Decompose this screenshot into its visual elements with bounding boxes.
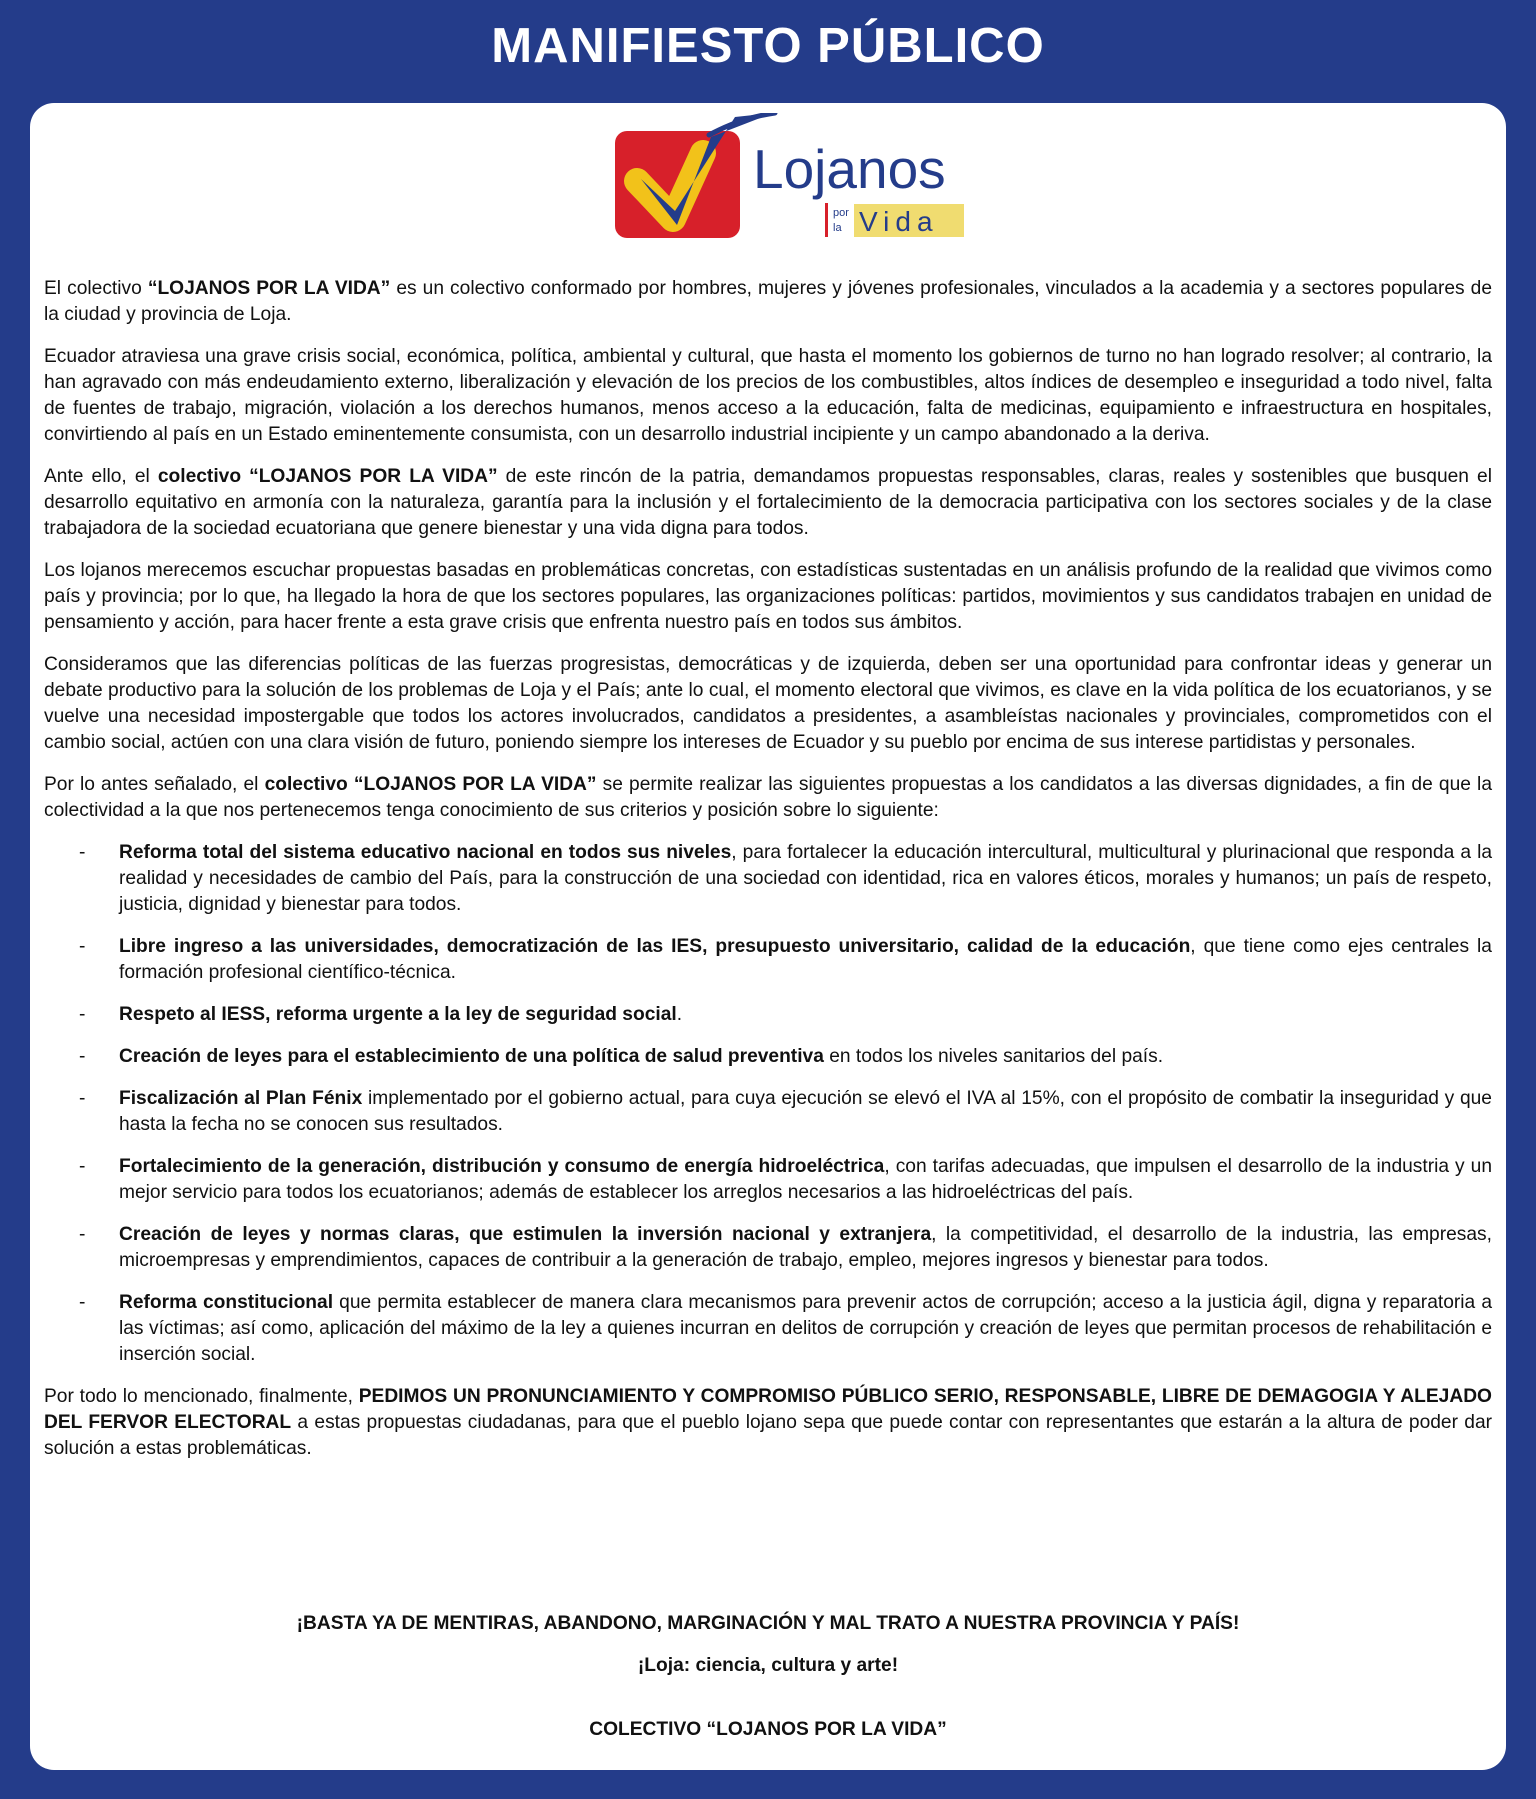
logo-sub-por: por xyxy=(833,207,849,219)
final-paragraph xyxy=(44,1384,1492,1462)
lojanos-logo xyxy=(585,113,995,248)
manifesto-body xyxy=(44,276,1492,1478)
closing-slogan: ¡BASTA YA DE MENTIRAS, ABANDONO, MARGINACIÓN Y MAL TRATO A NUESTRA PROVINCIA Y PAÍS! xyxy=(296,1613,1240,1634)
text-run: , que tiene como ejes centrales la formación profesional científico-técnica. xyxy=(119,936,1492,983)
bold-text: Libre ingreso a las universidades, democratización de las IES, presupuesto universitario, calidad de la educación xyxy=(119,936,1191,957)
bullet-dash: - xyxy=(79,1088,86,1109)
text-run: Consideramos que las diferencias políticas de las fuerzas progresistas, democráticas y de izquierda, deben ser una oportunidad para confrontar ideas y generar un debate productivo para la solución de los problemas de Loja y el País; ante lo cual, el momento electoral que vivimos, es clave en la vida política de los ecuatorianos, y se vuelve una necesidad impostergable que todos los actores involucrados, candidatos a presidentes, a asambleístas nacionales y provinciales, comprometidos con el cambio social, actúen con una clara visión de futuro, poniendo siempre los intereses de Ecuador y su pueblo por encima de sus interese partidistas y personales. xyxy=(44,654,1492,753)
intro-paragraphs xyxy=(44,276,1492,824)
proposal-item xyxy=(44,1002,1492,1028)
logo-sub-la: la xyxy=(833,222,842,234)
page-title: MANIFIESTO PÚBLICO xyxy=(491,19,1045,73)
bold-text: “LOJANOS POR LA VIDA” xyxy=(147,278,391,299)
proposal-item xyxy=(44,934,1492,986)
manifesto-card xyxy=(30,103,1506,1770)
bold-text: Respeto al IESS, reforma urgente a la ley de seguridad social xyxy=(119,1004,677,1025)
text-run: , la competitividad, el desarrollo de la industria, las empresas, microempresas y emprendimientos, capaces de contribuir a la generación de trabajo, empleo, mejores ingresos y bienestar para todos. xyxy=(119,1224,1492,1271)
paragraph xyxy=(44,344,1492,448)
logo-vida: Vida xyxy=(859,206,939,237)
bold-text: Fortalecimiento de la generación, distribución y consumo de energía hidroeléctrica xyxy=(119,1156,885,1177)
text-run: de este rincón de la patria, demandamos propuestas responsables, claras, reales y sostenibles que busquen el desarrollo equitativo en armonía con la naturaleza, garantía para la inclusión y el fortalecimiento de la democracia participativa con los sectores sociales y de la clase trabajadora de la sociedad ecuatoriana que genere bienestar y una vida digna para todos. xyxy=(44,466,1492,539)
text-run: El colectivo xyxy=(44,278,148,299)
bullet-dash: - xyxy=(79,1224,86,1245)
bold-text: Reforma constitucional xyxy=(119,1292,334,1313)
proposal-list xyxy=(44,840,1492,1368)
text-run: Ante ello, el xyxy=(44,466,158,487)
text-run: en todos los niveles sanitarios del país. xyxy=(823,1046,1164,1067)
bullet-dash: - xyxy=(79,936,86,957)
text-run: se permite realizar las siguientes propuestas a los candidatos a las diversas dignidades, a fin de que la colectividad a la que nos pertenecemos tenga conocimiento de sus criterios y posición sobre lo siguiente: xyxy=(44,774,1492,821)
bullet-dash: - xyxy=(79,1004,86,1025)
bullet-dash: - xyxy=(79,1156,86,1177)
signature: COLECTIVO “LOJANOS POR LA VIDA” xyxy=(589,1719,947,1740)
proposal-item xyxy=(44,840,1492,918)
paragraph xyxy=(44,772,1492,824)
proposal-item xyxy=(44,1290,1492,1368)
bold-text: Creación de leyes para el establecimiento de una política de salud preventiva xyxy=(119,1046,824,1067)
text-run: , para fortalecer la educación intercultural, multicultural y plurinacional que responda a la realidad y necesidades de cambio del País, para la construcción de una sociedad con identidad, rica en valores éticos, morales y humanos; un país de respeto, justicia, dignidad y bienestar para todos. xyxy=(119,842,1492,915)
proposal-item xyxy=(44,1086,1492,1138)
closing-motto: ¡Loja: ciencia, cultura y arte! xyxy=(637,1655,899,1676)
text-run: implementado por el gobierno actual, para cuya ejecución se elevó el IVA al 15%, con el propósito de combatir la inseguridad y que hasta la fecha no se conocen sus resultados. xyxy=(119,1088,1492,1135)
bold-text: colectivo “LOJANOS POR LA VIDA” xyxy=(157,466,498,487)
text-run: Los lojanos merecemos escuchar propuestas basadas en problemáticas concretas, con estadísticas sustentadas en un análisis profundo de la realidad que vivimos como país y provincia; por lo que, ha llegado la hora de que los sectores populares, las organizaciones políticas: partidos, movimientos y sus candidatos trabajen en unidad de pensamiento y acción, para hacer frente a esta grave crisis que enfrenta nuestro país en todos sus ámbitos. xyxy=(44,560,1492,633)
text-run: a estas propuestas ciudadanas, para que el pueblo lojano sepa que puede contar con representantes que estarán a la altura de poder dar solución a estas problemáticas. xyxy=(44,1412,1493,1459)
bold-text: Fiscalización al Plan Fénix xyxy=(119,1088,363,1109)
text-run: que permita establecer de manera clara mecanismos para prevenir actos de corrupción; acceso a la justicia ágil, digna y reparatoria a las víctimas; así como, aplicación del máximo de la ley a quienes incurran en delitos de corrupción y creación de leyes que permitan procesos de rehabilitación e inserción social. xyxy=(119,1292,1492,1365)
text-run: Ecuador atraviesa una grave crisis social, económica, política, ambiental y cultural, que hasta el momento los gobiernos de turno no han logrado resolver; al contrario, la han agravado con más endeudamiento externo, liberalización y elevación de los precios de los combustibles, altos índices de desempleo e inseguridad a todo nivel, falta de fuentes de trabajo, migración, violación a los derechos humanos, menos acceso a la educación, falta de medicinas, equipamiento e infraestructura en hospitales, convirtiendo al país en un Estado eminentemente consumista, con un desarrollo industrial incipiente y un campo abandonado a la deriva. xyxy=(44,346,1492,445)
text-run: Por lo antes señalado, el xyxy=(44,774,265,795)
logo-divider xyxy=(825,203,828,237)
text-run: Por todo lo mencionado, finalmente, xyxy=(44,1386,359,1407)
proposal-item xyxy=(44,1044,1492,1070)
text-run: . xyxy=(676,1004,683,1025)
bullet-dash: - xyxy=(79,1292,86,1313)
bullet-dash: - xyxy=(79,842,86,863)
bold-text: Creación de leyes y normas claras, que estimulen la inversión nacional y extranjera xyxy=(119,1224,932,1245)
paragraph xyxy=(44,464,1492,542)
proposal-item xyxy=(44,1222,1492,1274)
proposal-item xyxy=(44,1154,1492,1206)
text-run: es un colectivo conformado por hombres, mujeres y jóvenes profesionales, vinculados a la academia y a sectores populares de la ciudad y provincia de Loja. xyxy=(44,278,1493,325)
paragraph xyxy=(44,652,1492,756)
bold-text: Reforma total del sistema educativo nacional en todos sus niveles xyxy=(119,842,732,863)
text-run: , con tarifas adecuadas, que impulsen el desarrollo de la industria y un mejor servicio para todos los ecuatorianos; además de establecer los arreglos necesarios a las hidroeléctricas del país. xyxy=(119,1156,1492,1203)
logo-wordmark: Lojanos xyxy=(753,138,946,200)
paragraph xyxy=(44,558,1492,636)
bullet-dash: - xyxy=(79,1046,86,1067)
paragraph xyxy=(44,276,1492,328)
bold-text: colectivo “LOJANOS POR LA VIDA” xyxy=(264,774,597,795)
bold-text: PEDIMOS UN PRONUNCIAMIENTO Y COMPROMISO PÚBLICO SERIO, RESPONSABLE, LIBRE DE DEMAGOGIA Y ALEJADO DEL FERVOR ELECTORAL xyxy=(44,1386,1492,1433)
